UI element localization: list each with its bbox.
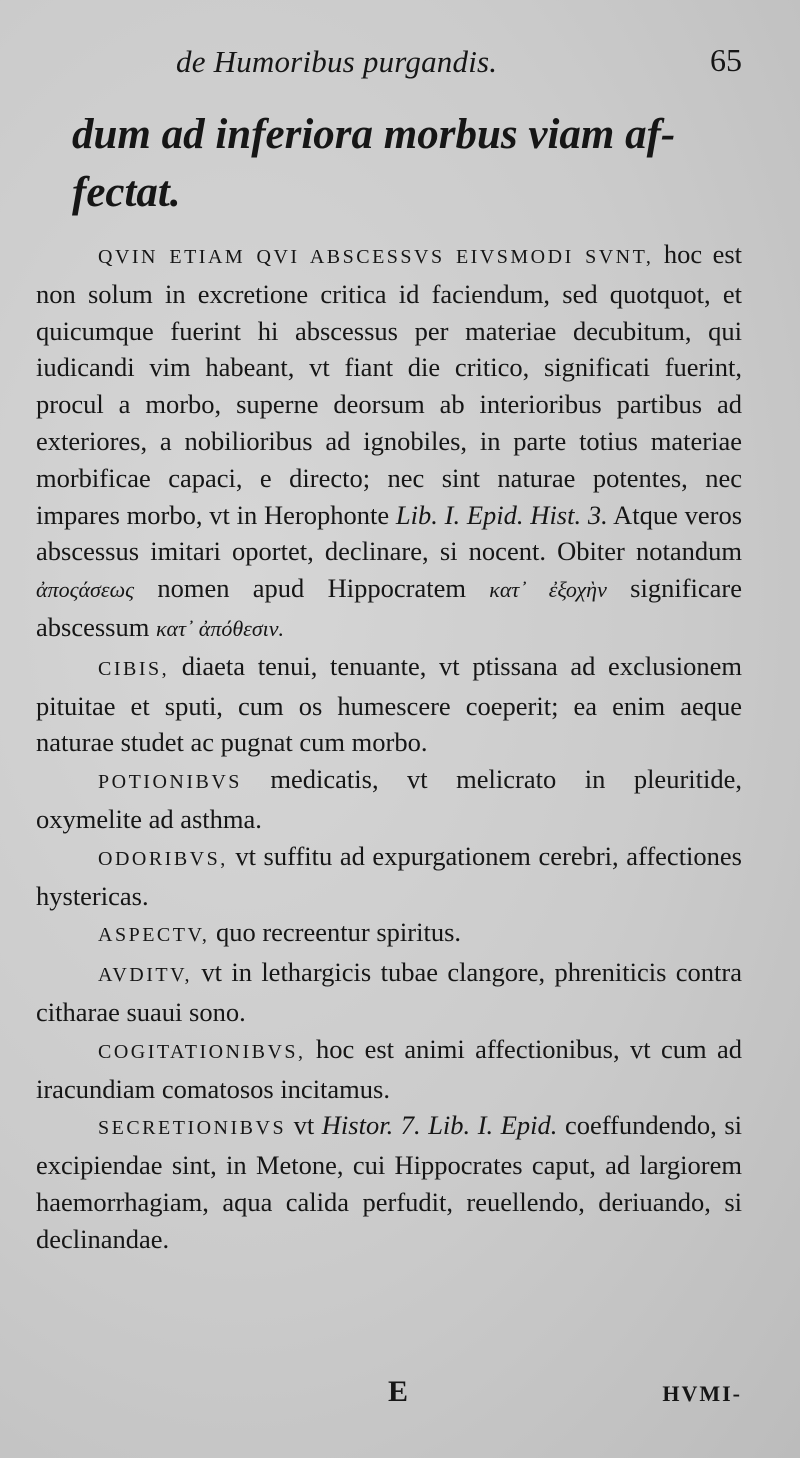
paragraph-text: vt suffitu ad expurgationem cerebri, affectiones hystericas.: [36, 840, 742, 911]
paragraph-text: coeffundendo, si excipiendae sint, in Metone, cui Hippocrates caput, ad largiorem haemorrhagiam, aqua calida perfudit, reuellendo, deriuando, si declinandae.: [36, 1110, 742, 1254]
paragraph-potionibus: [36, 761, 742, 838]
paragraph-text: hoc est animi affectionibus, vt cum ad iracundiam comatosos incitamus.: [36, 1033, 742, 1104]
paragraph-text: medicatis, vt melicrato in pleuritide, oxymelite ad asthma.: [36, 764, 742, 834]
citation: Histor. 7. Lib. I. Epid.: [321, 1110, 558, 1141]
heading-line-2: fectat.: [72, 169, 181, 216]
paragraph-lead: SECRETIONIBVS: [98, 1117, 287, 1140]
greek-term: ἀποςάσεως: [36, 577, 135, 603]
paragraph-text: significare abscessum: [36, 573, 742, 642]
paragraph-lead: ASPECTV,: [98, 924, 210, 947]
greek-term: κατ᾽ ἐξοχὴν: [489, 577, 607, 603]
section-heading: [36, 106, 742, 222]
signature-mark: E: [388, 1375, 409, 1408]
paragraph-cogitationibus: [36, 1031, 742, 1108]
catchword: HVMI-: [662, 1381, 742, 1406]
paragraph-text: vt in lethargicis tubae clangore, phreniticis contra citharae suaui sono.: [36, 957, 742, 1027]
paragraph-text: diaeta tenui, tenuante, vt ptissana ad exclusionem pituitae et sputi, cum os humescere coeperit; ea enim aeque naturae studet ac pugnat cum morbo.: [36, 650, 742, 758]
paragraph-lead: POTIONIBVS: [98, 771, 242, 794]
paragraph-lead: CIBIS,: [98, 657, 170, 680]
body-text: [36, 236, 742, 1258]
paragraph-text: quo recreentur spiritus.: [209, 917, 462, 948]
greek-term: κατ᾽ ἀπόθεσιν.: [155, 615, 285, 641]
paragraph-lead: COGITATIONIBVS,: [98, 1040, 306, 1063]
paragraph-text: Atque veros abscessus imitari oportet, declinare, si nocent. Obiter notandum: [36, 499, 743, 567]
paragraph-odoribus: [36, 838, 742, 915]
paragraph-text: hoc est non solum in excretione critica id faciendum, sed quotquot, et quicumque fuerint hi abscessus per materiae decubitum, qui iudicandi vim habeant, vt fiant die critico, significati fuerint, procul a morbo, superne deorsum ab interioribus partibus ad exteriores, a nobilioribus ad ignobiles, in parte totius materiae morbificae capaci, e directo; nec sint naturae potentes, nec impares morbo, vt in Herophonte: [36, 239, 743, 530]
paragraph-auditu: [36, 954, 742, 1031]
paragraph-abscessus: [36, 236, 742, 648]
paragraph-text: vt: [286, 1110, 322, 1141]
paragraph-aspectu: [36, 914, 742, 954]
paragraph-lead: QVIN ETIAM QVI ABSCESSVS EIVSMODI SVNT,: [98, 246, 654, 268]
running-title: de Humoribus purgandis.: [176, 44, 498, 79]
paragraph-lead: ODORIBVS,: [98, 847, 228, 870]
paragraph-secretionibus: [36, 1107, 742, 1257]
paragraph-text: nomen apud Hippocratem: [134, 573, 490, 604]
running-head: [36, 36, 742, 106]
citation: Lib. I. Epid. Hist. 3.: [395, 499, 608, 530]
page-footer: [36, 1375, 742, 1415]
page-number: 65: [710, 42, 742, 78]
heading-line-1: dum ad inferiora morbus viam af-: [72, 111, 676, 158]
paragraph-cibis: [36, 648, 742, 761]
paragraph-lead: AVDITV,: [98, 964, 192, 987]
